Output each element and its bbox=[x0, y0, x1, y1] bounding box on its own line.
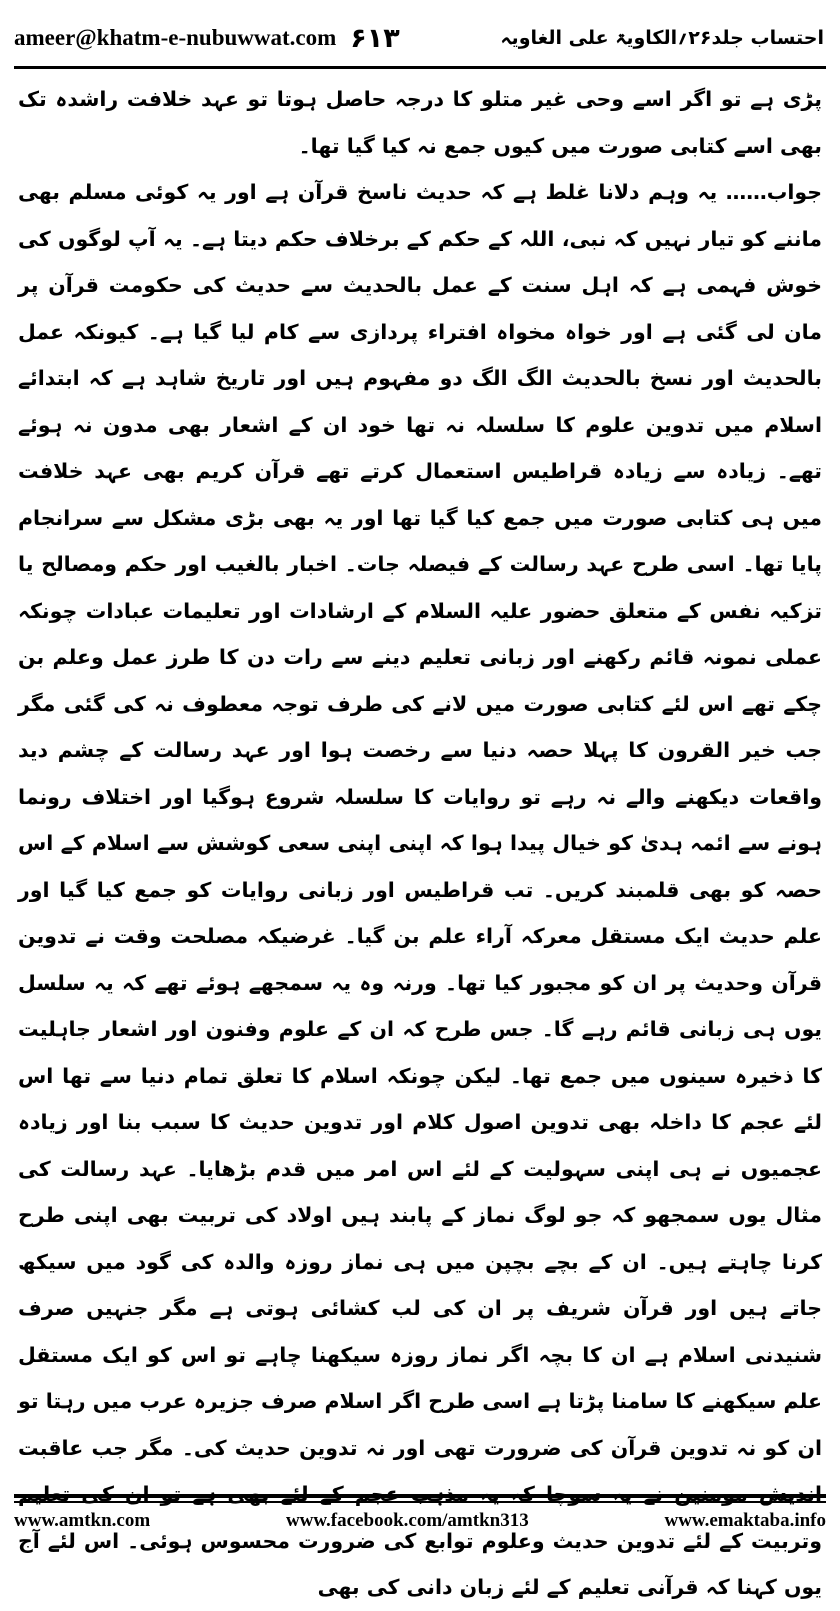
paragraph-2: جواب…… یہ وہم دلانا غلط ہے کہ حدیث ناسخ قرآن ہے اور یہ کوئی مسلم بھی ماننے کو تیار نہیں کہ نبی، اللہ کے حکم کے برخلاف حکم دیتا ہے۔ یہ آپ لوگوں کی خوش فہمی ہے کہ اہل سنت کے عمل بالحدیث سے حدیث کی حکومت قرآن پر مان لی گئی ہے اور خواہ مخواہ افتراء پردازی سے کام لیا گیا ہے۔ کیونکہ عمل بالحدیث اور نسخ بالحدیث الگ الگ دو مفہوم ہیں اور تاریخ شاہد ہے کہ ابتدائے اسلام میں تدوین علوم کا سلسلہ نہ تھا خود ان کے اشعار بھی مدون نہ ہوئے تھے۔ زیادہ سے زیادہ قراطیس استعمال کرتے تھے قرآن کریم بھی عہد خلافت میں ہی کتابی صورت میں جمع کیا گیا تھا اور یہ بھی بڑی مشکل سے سرانجام پایا تھا۔ اسی طرح عہد رسالت کے فیصلہ جات۔ اخبار بالغیب اور حکم ومصالح یا تزکیہ نفس کے متعلق حضور علیہ السلام کے ارشادات اور تعلیمات عبادات چونکہ عملی نمونہ قائم رکھنے اور زبانی تعلیم دینے سے رات دن کا طرز عمل وعلم بن چکے تھے اس لئے کتابی صورت میں لانے کی طرف توجہ معطوف نہ کی گئی مگر جب خیر القرون کا پہلا حصہ دنیا سے رخصت ہوا اور عہد رسالت کے چشم دید واقعات دیکھنے والے نہ رہے تو روایات کا سلسلہ شروع ہوگیا اور اختلاف رونما ہونے سے ائمہ ہدیٰ کو خیال پیدا ہوا کہ اپنی اپنی سعی کوشش سے اسلام کے اس حصہ کو بھی قلمبند کریں۔ تب قراطیس اور زبانی روایات کو جمع کیا گیا اور علم حدیث ایک مستقل معرکہ آراء علم بن گیا۔ غرضیکہ مصلحت وقت نے تدوین قرآن وحدیث پر ان کو مجبور کیا تھا۔ ورنہ وہ یہ سمجھے ہوئے تھے کہ یہ سلسل یوں ہی زبانی قائم رہے گا۔ جس طرح کہ ان کے علوم وفنون اور اشعار جاہلیت کا ذخیرہ سینوں میں جمع تھا۔ لیکن چونکہ اسلام کا تعلق تمام دنیا سے تھا اس لئے عجم کا داخلہ بھی تدوین اصول کلام اور تدوین حدیث کا سبب بنا اور زیادہ عجمیوں نے ہی اپنی سہولیت کے لئے اس امر میں قدم بڑھایا۔ عہد رسالت کی مثال یوں سمجھو کہ جو لوگ نماز کے پابند ہیں اولاد کی تربیت بھی اپنی طرح کرنا چاہتے ہیں۔ ان کے بچے بچپن میں ہی نماز روزہ والدہ کی گود میں سیکھ جاتے ہیں اور قرآن شریف پر ان کی لب کشائی ہوتی ہے مگر جنہیں صرف شنیدنی اسلام ہے ان کا بچہ اگر نماز روزہ سیکھنا چاہے تو اس کو ایک مستقل علم سیکھنے کا سامنا پڑتا ہے اسی طرح اگر اسلام صرف جزیرہ عرب میں رہتا تو ان کو نہ تدوین قرآن کی ضرورت تھی اور نہ تدوین حدیث کی۔ مگر جب عاقبت اندیش مومنین نے یہ سوچا کہ یہ مذہب عجم کے لئے بھی ہے تو ان کی تعلیم وتربیت کے لئے تدوین حدیث وعلوم توابع کی ضرورت محسوس ہوئی۔ اس لئے آج یوں کہنا کہ قرآنی تعلیم کے لئے زبان دانی کی بھی bbox=[18, 180, 822, 1599]
header-left bbox=[14, 23, 400, 54]
paragraph-1: پڑی ہے تو اگر اسے وحی غیر متلو کا درجہ حاصل ہوتا تو عہد خلافت راشدہ تک بھی اسے کتابی صورت میں کیوں جمع نہ کیا گیا تھا۔ bbox=[18, 87, 822, 158]
page-number: ۶۱۳ bbox=[350, 22, 400, 54]
page-header bbox=[14, 14, 824, 62]
footer-rule-thick bbox=[14, 1494, 826, 1498]
page-footer bbox=[14, 1508, 826, 1534]
header-rule bbox=[14, 66, 826, 69]
footer-link-amtkn: www.amtkn.com bbox=[14, 1510, 151, 1531]
page-body bbox=[18, 76, 822, 1611]
footer-rule-thin bbox=[14, 1501, 826, 1503]
header-email: ameer@khatm-e-nubuwwat.com bbox=[14, 25, 337, 50]
footer-link-facebook: www.facebook.com/amtkn313 bbox=[285, 1510, 529, 1531]
book-title: احتساب جلد۲۶؍الکاویۃ علی الغاویہ bbox=[500, 27, 824, 49]
footer-link-emaktaba: www.emaktaba.info bbox=[664, 1510, 826, 1531]
